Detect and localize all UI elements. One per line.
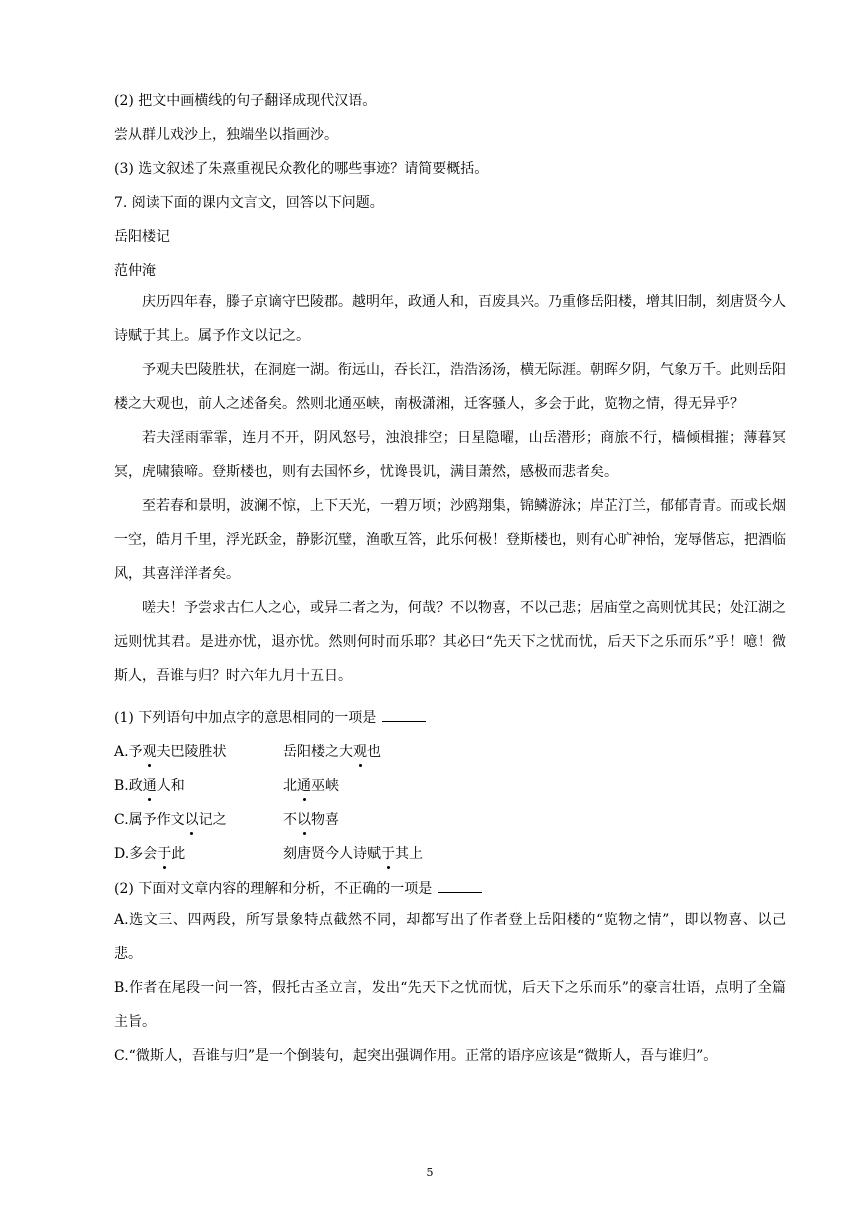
answer-blank (438, 880, 482, 893)
passage-paragraph: 若夫淫雨霏霏，连月不开，阴风怒号，浊浪排空；日星隐曜，山岳潜形；商旅不行，樯倾楫摧；薄暮冥冥，虎啸猿啼。登斯楼也，则有去国怀乡，忧谗畏讥，满目萧然，感极而悲者矣。 (114, 430, 786, 480)
question-7-1 (114, 708, 426, 728)
question-7-2-option-c: C.“微斯人，吾谁与归”是一个倒装句，起突出强调作用。正常的语序应该是“微斯人，吾与谁归”。 (114, 1048, 718, 1064)
answer-blank (382, 709, 426, 722)
question-6-2: (2) 把文中画横线的句子翻译成现代汉语。 (114, 93, 377, 109)
option-a-left: A.予观夫巴陵胜状 (114, 744, 227, 760)
option-d-right: 刻唐贤今人诗赋于其上 (283, 846, 423, 862)
question-7: 7. 阅读下面的课内文言文，回答以下问题。 (114, 195, 384, 211)
question-7-1-stem: (1) 下列语句中加点字的意思相同的一项是 (114, 710, 377, 726)
passage-paragraph: 至若春和景明，波澜不惊，上下天光，一碧万顷；沙鸥翔集，锦鳞游泳；岸芷汀兰，郁郁青青。而或长烟一空，皓月千里，浮光跃金，静影沉璧，渔歌互答，此乐何极！登斯楼也，则有心旷神怡，宠辱偕忘，把酒临风，其喜洋洋者矣。 (114, 498, 786, 582)
option-c-right: 不以物喜 (283, 812, 339, 828)
option-b-left: B.政通人和 (114, 778, 185, 794)
option-a-right: 岳阳楼之大观也 (283, 744, 381, 760)
option-c-left: C.属予作文以记之 (114, 812, 227, 828)
question-6-3: (3) 选文叙述了朱熹重视民众教化的哪些事迹？请简要概括。 (114, 161, 489, 177)
question-7-2-stem: (2) 下面对文章内容的理解和分析，不正确的一项是 (114, 881, 433, 897)
passage-paragraph: 予观夫巴陵胜状，在洞庭一湖。衔远山，吞长江，浩浩汤汤，横无际涯。朝晖夕阴，气象万千。此则岳阳楼之大观也，前人之述备矣。然则北通巫峡，南极潇湘，迁客骚人，多会于此，览物之情，得无异乎？ (114, 362, 786, 412)
passage-author: 范仲淹 (114, 263, 156, 279)
option-b-right: 北通巫峡 (283, 778, 339, 794)
passage-paragraph: 嗟夫！予尝求古仁人之心，或异二者之为，何哉？不以物喜，不以己悲；居庙堂之高则忧其民；处江湖之远则忧其君。是进亦忧，退亦忧。然则何时而乐耶？其必曰“先天下之忧而忧，后天下之乐而乐”乎！噫！微斯人，吾谁与归？时六年九月十五日。 (114, 600, 786, 684)
passage-paragraph: 庆历四年春，滕子京谪守巴陵郡。越明年，政通人和，百废具兴。乃重修岳阳楼，增其旧制，刻唐贤今人诗赋于其上。属予作文以记之。 (114, 294, 786, 344)
underlined-sentence: 尝从群儿戏沙上，独端坐以指画沙。 (114, 127, 338, 143)
passage-body (114, 285, 786, 693)
question-7-2-option-b: B.作者在尾段一问一答，假托古圣立言，发出“先天下之忧而忧，后天下之乐而乐”的豪言壮语，点明了全篇主旨。 (114, 980, 786, 1030)
page-number: 5 (426, 1166, 434, 1179)
question-7-2 (114, 879, 482, 899)
passage-title: 岳阳楼记 (114, 229, 170, 245)
option-d-left: D.多会于此 (114, 846, 186, 862)
question-7-2-option-a: A.选文三、四两段，所写景象特点截然不同，却都写出了作者登上岳阳楼的“览物之情”，即以物喜、以己悲。 (114, 912, 786, 962)
